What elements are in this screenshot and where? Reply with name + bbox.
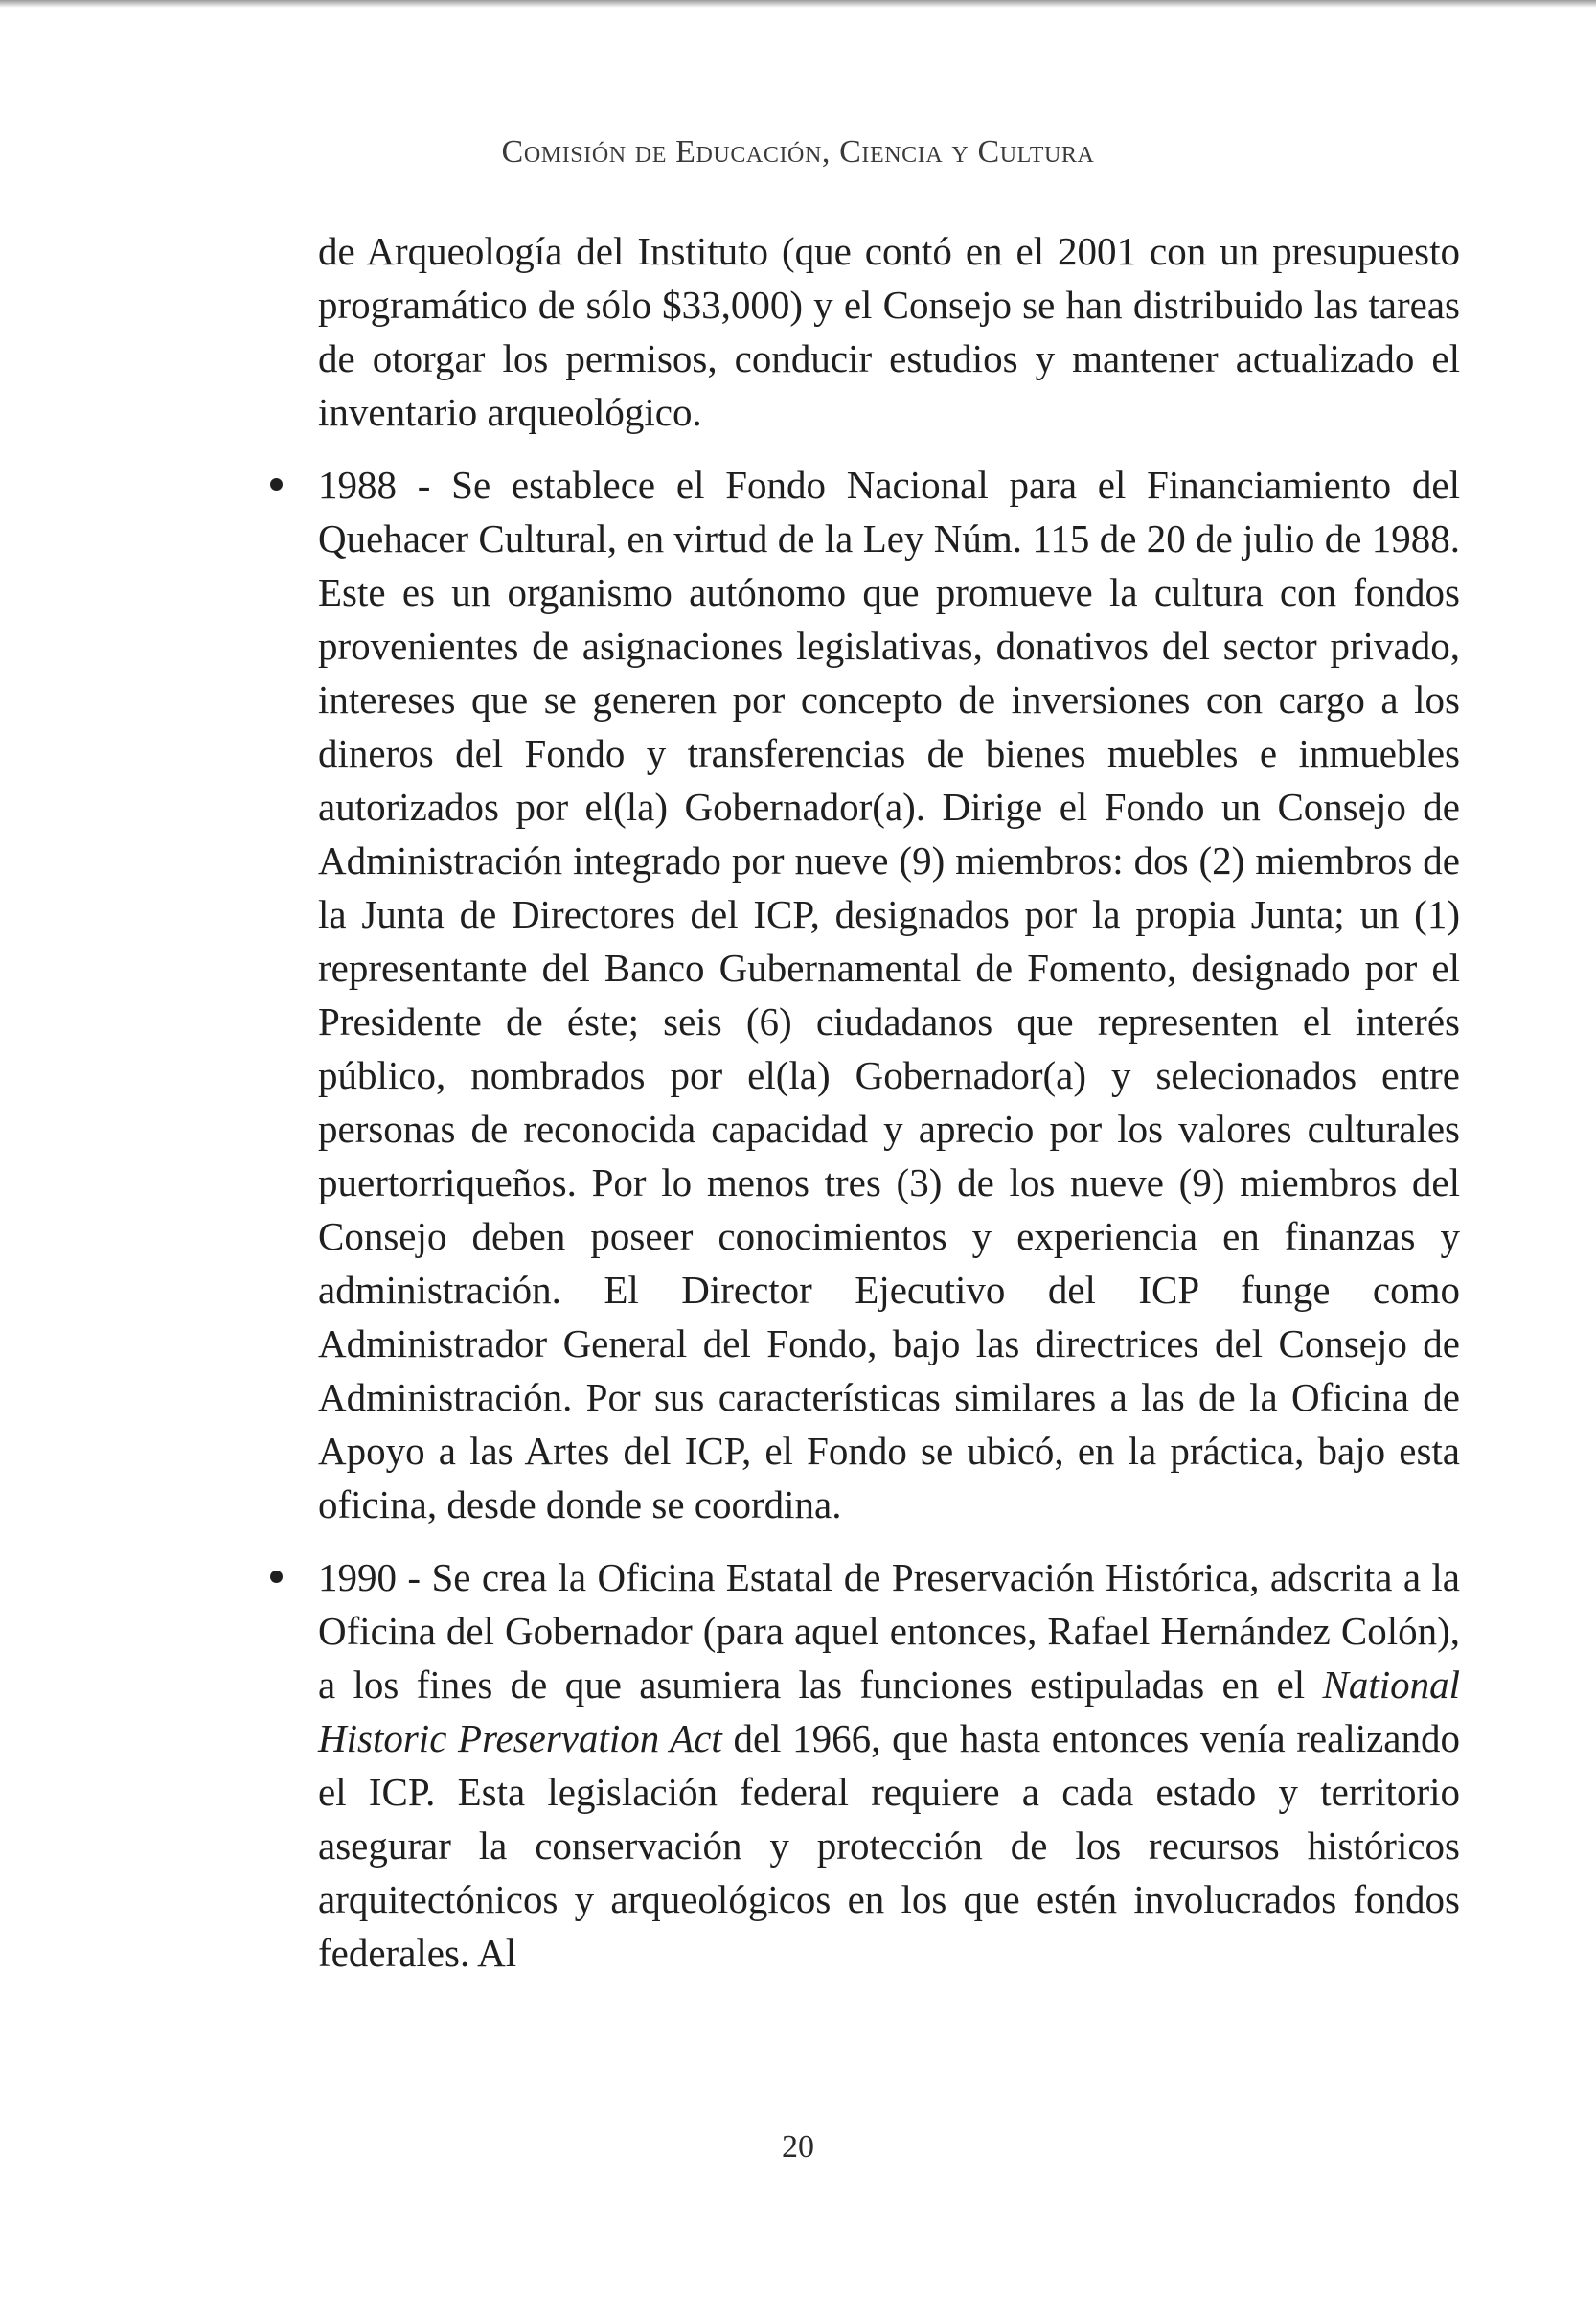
page-number: 20 [782, 2129, 814, 2165]
running-head: Comisión de Educación, Ciencia y Cultura [501, 134, 1095, 170]
top-edge-rule [0, 0, 1596, 8]
bullet-list [318, 458, 1460, 1980]
act-title-italic: National Historic Preservation Act [318, 1663, 1460, 1760]
page-body [318, 224, 1460, 1999]
continued-paragraph: de Arqueología del Instituto (que contó en el 2001 con un presupuesto programático de sólo $33,000) y el Consejo se han distribuido las tareas de otorgar los permisos, conducir estudios y mantener actualizado el inventario arqueológico. [318, 229, 1460, 434]
bullet-text-1990-part1: 1990 - Se crea la Oficina Estatal de Preservación Histórica, adscrita a la Oficina del Gobernador (para aquel entonces, Rafael Hernández Colón), a los fines de que asumiera las funciones estipuladas en el [318, 1555, 1460, 1707]
bullet-icon [270, 1571, 283, 1583]
bullet-item-1988 [318, 458, 1460, 1531]
bullet-text-1990-part2: del 1966, que hasta entonces venía realizando el ICP. Esta legislación federal requiere a cada estado y territorio asegurar la conservación y protección de los recursos históricos arquitectónicos y arqueológicos en los que estén involucrados fondos federales. Al [318, 1716, 1460, 1975]
bullet-icon [270, 478, 283, 491]
bullet-text-1988: 1988 - Se establece el Fondo Nacional para el Financiamiento del Quehacer Cultural, en virtud de la Ley Núm. 115 de 20 de julio de 1988. Este es un organismo autónomo que promueve la cultura con fondos provenientes de asignaciones legislativas, donativos del sector privado, intereses que se generen por concepto de inversiones con cargo a los dineros del Fondo y transferencias de bienes muebles e inmuebles autorizados por el(la) Gobernador(a). Dirige el Fondo un Consejo de Administración integrado por nueve (9) miembros: dos (2) miembros de la Junta de Directores del ICP, designados por la propia Junta; un (1) representante del Banco Gubernamental de Fomento, designado por el Presidente de éste; seis (6) ciudadanos que representen el interés público, nombrados por el(la) Gobernador(a) y selecionados entre personas de reconocida capacidad y aprecio por los valores culturales puertorriqueños. Por lo menos tres (3) de los nueve (9) miembros del Consejo deben poseer conocimientos y experiencia en finanzas y administración. El Director Ejecutivo del ICP funge como Administrador General del Fondo, bajo las directrices del Consejo de Administración. Por sus características similares a las de la Oficina de Apoyo a las Artes del ICP, el Fondo se ubicó, en la práctica, bajo esta oficina, desde donde se coordina. [318, 463, 1460, 1526]
bullet-item-1990 [318, 1550, 1460, 1980]
